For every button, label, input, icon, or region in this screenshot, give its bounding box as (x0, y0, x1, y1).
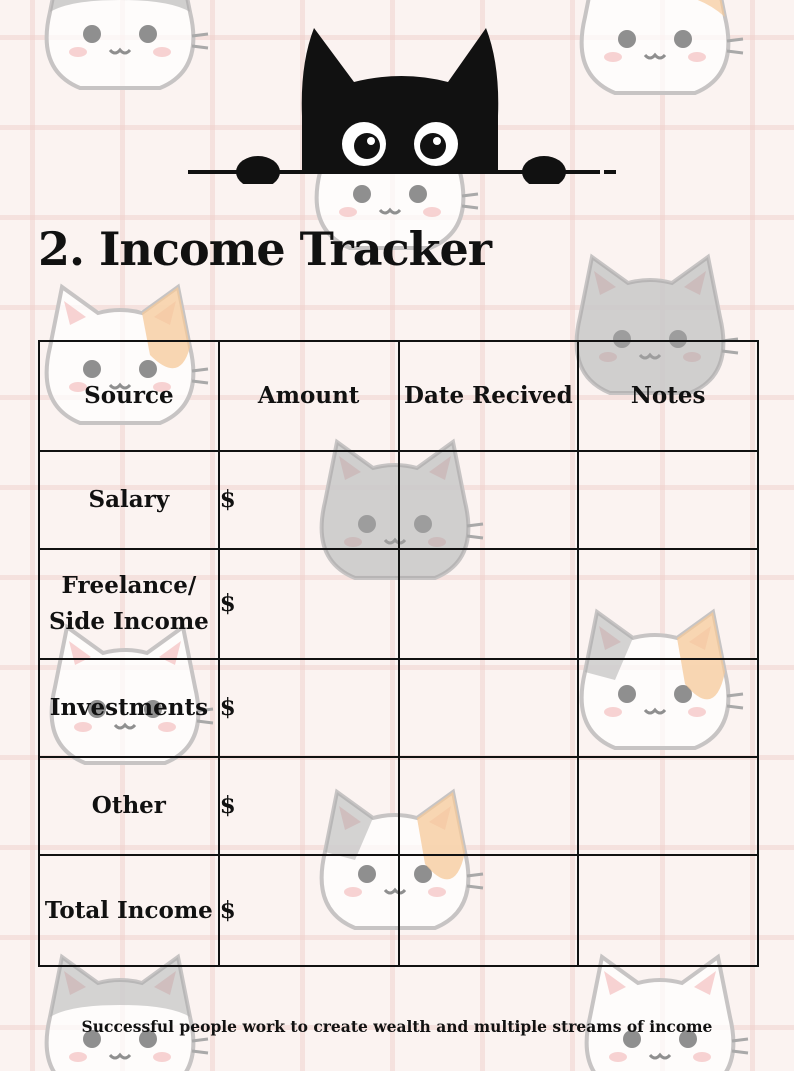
footer-quote: Successful people work to create wealth and multiple streams of income (81, 1017, 713, 1036)
row-source-label: Other (39, 757, 219, 855)
header-date-received: Date Recived (399, 341, 579, 451)
date-cell[interactable] (399, 451, 579, 549)
row-source-label: Salary (39, 451, 219, 549)
amount-cell[interactable]: $ (219, 659, 399, 757)
income-table (38, 340, 759, 967)
row-source-label: Freelance/ Side Income (39, 549, 219, 659)
table-row (39, 549, 758, 659)
header-amount: Amount (219, 341, 399, 451)
header-source: Source (39, 341, 219, 451)
notes-cell[interactable] (578, 451, 758, 549)
notes-cell[interactable] (578, 549, 758, 659)
table-row (39, 855, 758, 966)
table-row (39, 451, 758, 549)
date-cell[interactable] (399, 659, 579, 757)
amount-cell[interactable]: $ (219, 855, 399, 966)
amount-cell[interactable]: $ (219, 757, 399, 855)
date-cell[interactable] (399, 549, 579, 659)
cat-bottom-right (587, 957, 748, 1071)
notes-cell[interactable] (578, 855, 758, 966)
table-header-row (39, 341, 758, 451)
cat-top-left (47, 0, 208, 88)
row-source-label: Investments (39, 659, 219, 757)
date-cell[interactable] (399, 855, 579, 966)
table-row (39, 757, 758, 855)
table-row (39, 659, 758, 757)
row-source-label: Total Income (39, 855, 219, 966)
peeking-cat-icon (186, 24, 626, 184)
amount-cell[interactable]: $ (219, 549, 399, 659)
page-title: 2. Income Tracker (38, 222, 491, 276)
header-notes: Notes (578, 341, 758, 451)
notes-cell[interactable] (578, 659, 758, 757)
cat-bottom-left (47, 957, 208, 1071)
amount-cell[interactable]: $ (219, 451, 399, 549)
date-cell[interactable] (399, 757, 579, 855)
notes-cell[interactable] (578, 757, 758, 855)
